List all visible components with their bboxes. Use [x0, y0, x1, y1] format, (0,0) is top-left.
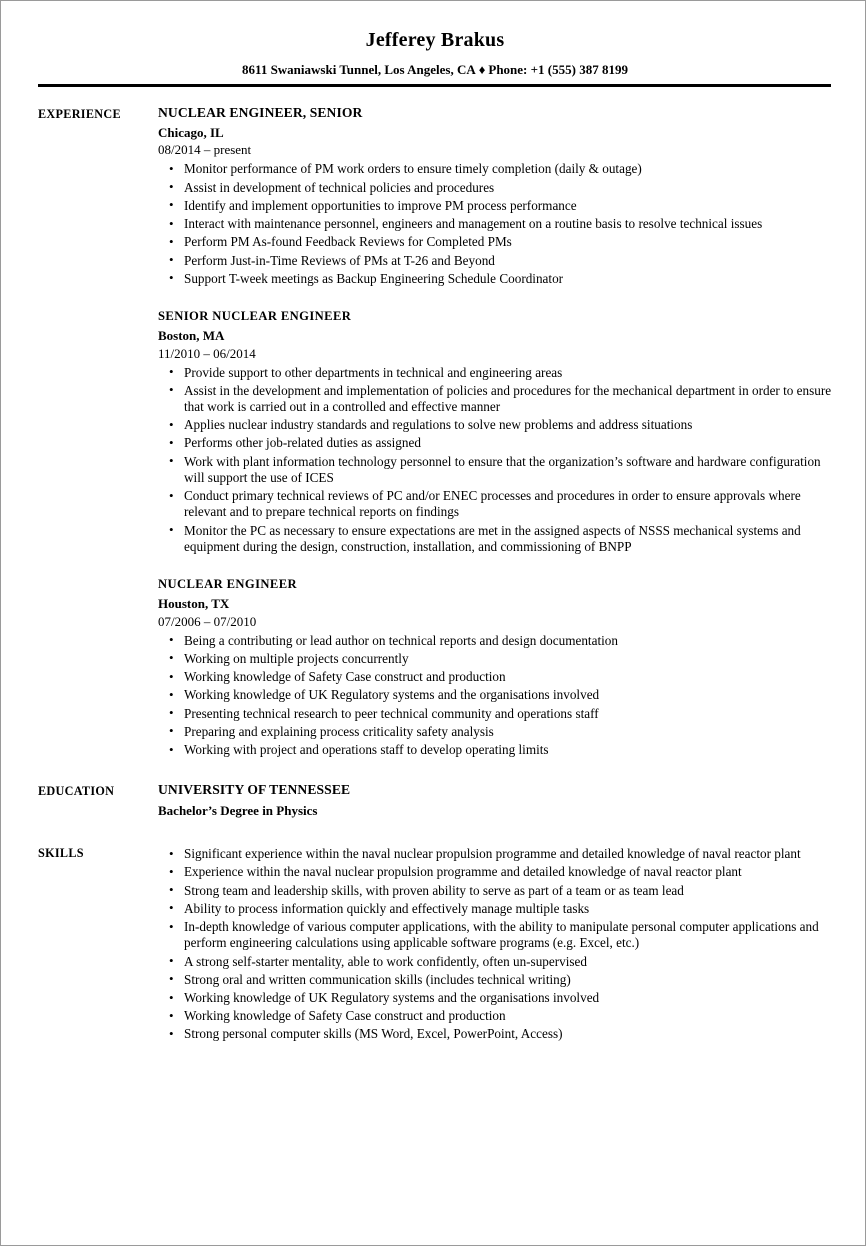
resume-content: [38, 1, 832, 1043]
skill-bullet: • Working knowledge of UK Regulatory systems and the organisations involved: [158, 990, 832, 1006]
job-bullet: • Working knowledge of UK Regulatory systems and the organisations involved: [158, 687, 832, 703]
education-entry: [158, 782, 832, 820]
job-bullet: • Perform Just-in-Time Reviews of PMs at T-26 and Beyond: [158, 253, 832, 269]
job-bullet-list: [158, 161, 832, 287]
education-section-label: EDUCATION: [38, 784, 115, 799]
job-bullet: • Assist in development of technical policies and procedures: [158, 180, 832, 196]
skills-bullet-list: [158, 846, 832, 1043]
experience-entry: [158, 309, 832, 555]
experience-entries: [158, 105, 832, 759]
job-dates: 11/2010 – 06/2014: [158, 345, 256, 361]
job-bullet: • Performs other job-related duties as assigned: [158, 435, 832, 451]
skills-section-label: SKILLS: [38, 846, 84, 861]
job-bullet: • Interact with maintenance personnel, engineers and management on a routine basis to resolve technical issues: [158, 216, 832, 232]
job-bullet: • Monitor the PC as necessary to ensure expectations are met in the assigned aspects of NSSS mechanical systems and equipment during the design, construction, installation, and commissioning of BNPP: [158, 523, 832, 555]
job-title: SENIOR NUCLEAR ENGINEER: [158, 309, 352, 323]
experience-section: [38, 105, 832, 759]
skill-bullet: • Experience within the naval nuclear propulsion programme and detailed knowledge of naval reactor plant: [158, 864, 832, 880]
job-bullet-list: [158, 365, 832, 556]
skill-bullet: • Strong oral and written communication skills (includes technical writing): [158, 972, 832, 988]
skill-bullet: • Significant experience within the naval nuclear propulsion programme and detailed knowledge of naval reactor plant: [158, 846, 832, 862]
job-dates: 08/2014 – present: [158, 142, 252, 158]
contact-address: 8611 Swaniawski Tunnel, Los Angeles, CA: [242, 62, 476, 77]
contact-phone: Phone: +1 (555) 387 8199: [488, 62, 628, 77]
job-bullet: • Support T-week meetings as Backup Engineering Schedule Coordinator: [158, 271, 832, 287]
job-bullet: • Applies nuclear industry standards and regulations to solve new problems and address situations: [158, 417, 832, 433]
skills-section: [38, 844, 832, 1043]
education-degree: Bachelor’s Degree in Physics: [158, 803, 318, 819]
job-title: NUCLEAR ENGINEER: [158, 577, 298, 592]
job-bullet: • Working on multiple projects concurrently: [158, 651, 832, 667]
skill-bullet: • A strong self-starter mentality, able to work confidently, often un-supervised: [158, 954, 832, 970]
experience-entry: [158, 577, 832, 758]
job-title: NUCLEAR ENGINEER, SENIOR: [158, 104, 363, 120]
resume-header: [38, 29, 832, 87]
job-bullet: • Assist in the development and implementation of policies and procedures for the mechanical department in order to ensure that work is carried out in a controlled and effective manner: [158, 383, 832, 415]
skill-bullet: • Strong personal computer skills (MS Word, Excel, PowerPoint, Access): [158, 1026, 832, 1042]
job-bullet: • Identify and implement opportunities to improve PM process performance: [158, 198, 832, 214]
candidate-name: Jefferey Brakus: [365, 29, 505, 51]
header-divider: [38, 84, 831, 87]
job-bullet: • Provide support to other departments in technical and engineering areas: [158, 365, 832, 381]
job-bullet: • Conduct primary technical reviews of PC and/or ENEC processes and procedures in order to ensure approvals where relevant and to prepare technical reports on findings: [158, 488, 832, 520]
job-location: Chicago, IL: [158, 124, 224, 140]
skill-bullet: • Strong team and leadership skills, with proven ability to serve as part of a team or as team lead: [158, 883, 832, 899]
job-location: Houston, TX: [158, 595, 230, 611]
job-location: Boston, MA: [158, 327, 225, 343]
job-bullet: • Perform PM As-found Feedback Reviews for Completed PMs: [158, 234, 832, 250]
education-entries: [158, 782, 832, 820]
contact-line: [38, 62, 832, 78]
job-bullet: • Preparing and explaining process criticality safety analysis: [158, 724, 832, 740]
experience-section-label: EXPERIENCE: [38, 106, 121, 121]
job-bullet: • Presenting technical research to peer technical community and operations staff: [158, 706, 832, 722]
skill-bullet: • Ability to process information quickly and effectively manage multiple tasks: [158, 901, 832, 917]
job-bullet: • Work with plant information technology personnel to ensure that the organization’s software and hardware configuration will support the use of ICES: [158, 454, 832, 486]
skills-entries: [158, 844, 832, 1043]
job-dates: 07/2006 – 07/2010: [158, 613, 257, 629]
job-bullet: • Working knowledge of Safety Case construct and production: [158, 669, 832, 685]
skill-bullet: • In-depth knowledge of various computer applications, with the ability to manipulate personal computer applications and perform engineering calculations using applicable software programs (e.g. Excel, etc.): [158, 919, 832, 951]
education-school: UNIVERSITY OF TENNESSEE: [158, 782, 351, 798]
skill-bullet: • Working knowledge of Safety Case construct and production: [158, 1008, 832, 1024]
education-section: [38, 782, 832, 820]
job-bullet-list: [158, 633, 832, 759]
job-bullet: • Working with project and operations staff to develop operating limits: [158, 742, 832, 758]
diamond-separator-icon: ♦: [478, 62, 486, 77]
experience-entry: [158, 105, 832, 287]
job-bullet: • Monitor performance of PM work orders to ensure timely completion (daily & outage): [158, 161, 832, 177]
job-bullet: • Being a contributing or lead author on technical reports and design documentation: [158, 633, 832, 649]
